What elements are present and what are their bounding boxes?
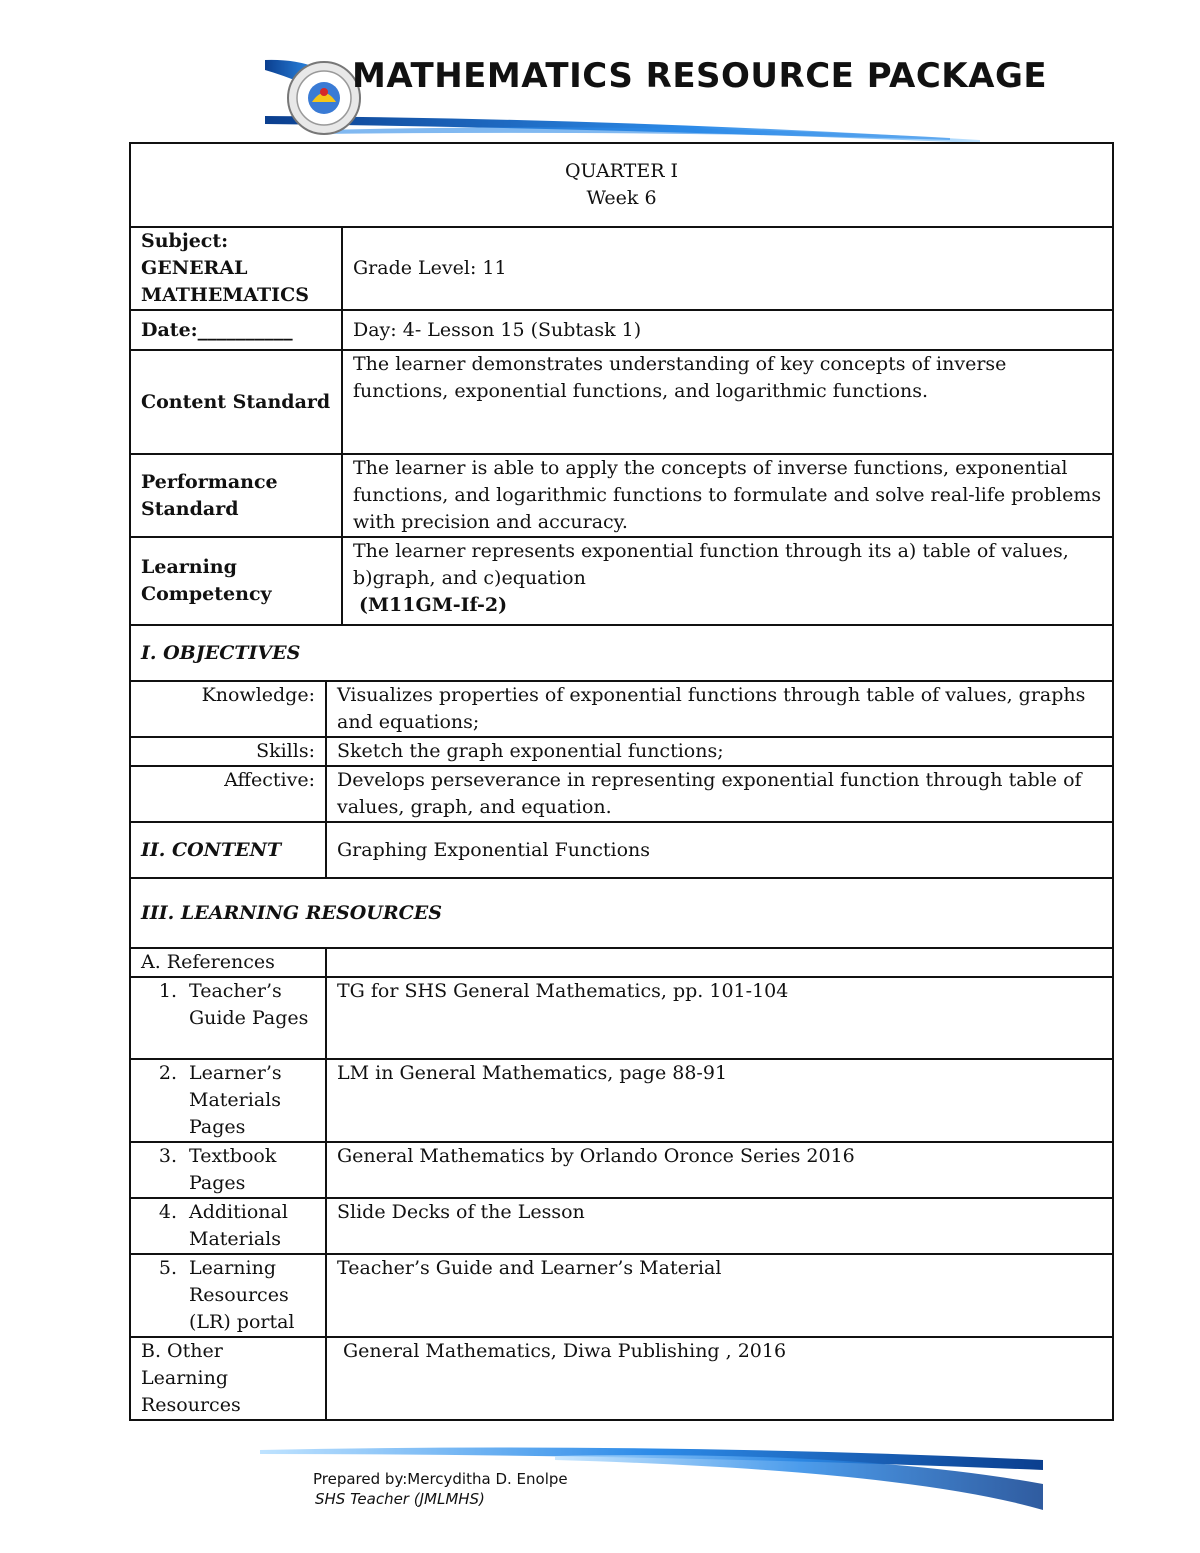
quarter-row: [130, 143, 1113, 227]
reference-value: Teacher’s Guide and Learner’s Material: [326, 1254, 1113, 1337]
objectives-heading-row: [130, 625, 1113, 681]
resources-heading: III. LEARNING RESOURCES: [130, 878, 1113, 948]
learning-competency-label-2: Competency: [141, 583, 272, 605]
other-resources-row: [130, 1337, 1113, 1420]
subject-row: [130, 227, 1113, 310]
reference-number: 4.: [158, 1201, 177, 1223]
reference-label: Teacher’s Guide Pages: [189, 980, 309, 1029]
date-label: Date:: [141, 318, 198, 341]
knowledge-row: [130, 681, 1113, 737]
deped-seal-icon: [288, 62, 360, 134]
affective-text: Develops perseverance in representing exponential function through table of values, graph, and equation.: [326, 766, 1113, 822]
reference-label: Learner’s Materials Pages: [189, 1062, 282, 1138]
skills-text: Sketch the graph exponential functions;: [326, 737, 1113, 766]
objectives-heading: I. OBJECTIVES: [130, 625, 1113, 681]
date-row: [130, 310, 1113, 350]
competency-code: (M11GM-If-2): [359, 594, 508, 616]
learning-competency-row: [130, 537, 1113, 625]
teacher-position: SHS Teacher (JMLMHS): [315, 1490, 485, 1508]
week-label: Week 6: [586, 187, 657, 209]
subject-value-2: MATHEMATICS: [141, 284, 309, 306]
other-resources-value: General Mathematics, Diwa Publishing , 2016: [326, 1337, 1113, 1420]
lesson-plan-table: [129, 142, 1114, 1421]
performance-standard-label: Performance: [141, 470, 278, 493]
resources-heading-row: [130, 878, 1113, 948]
content-heading: II. CONTENT: [130, 822, 326, 878]
reference-number: 5.: [158, 1257, 177, 1279]
grade-level: Grade Level: 11: [342, 227, 1113, 310]
learning-competency-text: The learner represents exponential function through its a) table of values, b)graph, and c)equation: [353, 540, 1069, 589]
content-standard-text: The learner demonstrates understanding of key concepts of inverse functions, exponential functions, and logarithmic functions.: [342, 350, 1113, 454]
references-row: [130, 948, 1113, 977]
reference-value: LM in General Mathematics, page 88-91: [326, 1059, 1113, 1142]
content-standard-label: Content Standard: [130, 350, 342, 454]
day-lesson: Day: 4- Lesson 15 (Subtask 1): [342, 310, 1113, 350]
skills-label: Skills:: [130, 737, 326, 766]
other-resources-label: B. Other Learning Resources: [130, 1337, 326, 1420]
prepared-by: Prepared by:Mercyditha D. Enolpe: [313, 1470, 568, 1488]
reference-value: Slide Decks of the Lesson: [326, 1198, 1113, 1254]
references-label: A. References: [130, 948, 326, 977]
skills-row: [130, 737, 1113, 766]
knowledge-label: Knowledge:: [130, 681, 326, 737]
page-footer: [255, 1440, 1055, 1530]
reference-number: 3.: [158, 1145, 177, 1167]
reference-row: [130, 1198, 1113, 1254]
affective-row: [130, 766, 1113, 822]
content-text: Graphing Exponential Functions: [326, 822, 1113, 878]
header-title: MATHEMATICS RESOURCE PACKAGE: [352, 56, 1048, 96]
date-blank: __________: [197, 318, 293, 341]
subject-value: GENERAL: [141, 257, 248, 279]
reference-label: Additional Materials: [189, 1201, 288, 1250]
reference-row: [130, 1059, 1113, 1142]
reference-row: [130, 977, 1113, 1059]
affective-label: Affective:: [130, 766, 326, 822]
reference-number: 1.: [158, 980, 177, 1002]
page-header: [260, 50, 1100, 145]
learning-competency-label: Learning: [141, 556, 237, 578]
reference-row: [130, 1142, 1113, 1198]
reference-value: TG for SHS General Mathematics, pp. 101-104: [326, 977, 1113, 1059]
reference-row: [130, 1254, 1113, 1337]
reference-label: Learning Resources (LR) portal: [189, 1257, 295, 1333]
content-standard-row: [130, 350, 1113, 454]
content-row: [130, 822, 1113, 878]
reference-label: Textbook Pages: [189, 1145, 277, 1194]
performance-standard-text: The learner is able to apply the concepts of inverse functions, exponential functions, and logarithmic functions to formulate and solve real-life problems with precision and accuracy.: [342, 454, 1113, 537]
performance-standard-label-2: Standard: [141, 497, 239, 520]
reference-value: General Mathematics by Orlando Oronce Series 2016: [326, 1142, 1113, 1198]
performance-standard-row: [130, 454, 1113, 537]
quarter-title: QUARTER I: [564, 160, 679, 182]
subject-label: Subject:: [141, 230, 229, 252]
knowledge-text: Visualizes properties of exponential functions through table of values, graphs and equations;: [326, 681, 1113, 737]
reference-number: 2.: [158, 1062, 177, 1084]
